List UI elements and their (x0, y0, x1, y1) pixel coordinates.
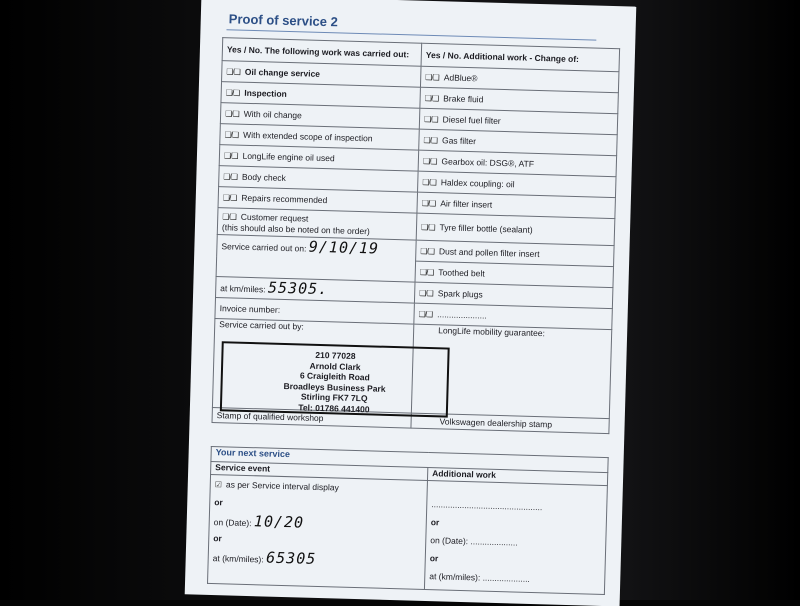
invoice-label: Invoice number: (219, 303, 281, 315)
checkbox-pair[interactable]: ❑/❑ (222, 211, 236, 222)
additional-work-cell (424, 481, 607, 595)
checkbox-pair[interactable]: ❑/❑ (223, 171, 238, 182)
item-label: LongLife engine oil used (242, 150, 335, 163)
additional-work-header: Additional work (427, 468, 607, 486)
item-label: Gas filter (441, 134, 477, 146)
service-booklet-page (185, 0, 637, 606)
or-label: or (213, 533, 222, 544)
item-label: Tyre filler bottle (sealant) (439, 221, 533, 235)
next-service-title: Your next service (211, 446, 608, 472)
additional-km-label: at (km/miles): (429, 571, 481, 583)
checkbox-pair[interactable]: ❑/❑ (422, 156, 437, 166)
checkbox-pair[interactable]: ❑/❑ (226, 66, 241, 77)
checkbox-pair[interactable]: ❑/❑ (225, 108, 239, 119)
checkbox-pair[interactable]: ❑/❑ (422, 177, 437, 187)
service-event-header: Service event (211, 461, 428, 480)
next-service-table (207, 446, 609, 595)
checkbox-pair[interactable]: ❑/❑ (425, 72, 439, 82)
item-label: Spark plugs (437, 287, 483, 299)
or-label: or (214, 497, 223, 508)
vw-dealership-stamp-label: Volkswagen dealership stamp (439, 416, 553, 430)
service-date-label: Service carried out on: (221, 241, 307, 254)
or-label: or (430, 517, 440, 528)
carried-out-by-label: Service carried out by: (219, 319, 304, 332)
checkbox-pair[interactable]: ❑/❑ (423, 114, 438, 124)
stamp-line: 6 Craigleith Road (299, 370, 370, 383)
checkbox-pair[interactable]: ❑/❑ (423, 135, 438, 145)
stamp-line: 210 77028 (315, 349, 356, 361)
checkbox-pair[interactable]: ❑/❑ (224, 129, 239, 140)
item-label: Repairs recommended (241, 192, 328, 205)
item-label: Air filter insert (440, 197, 493, 210)
mileage-value[interactable]: 55305. (267, 278, 329, 299)
next-date-value[interactable]: 10/20 (253, 512, 305, 532)
service-date-cell (216, 235, 416, 283)
item-label: Haldex coupling: oil (440, 176, 515, 189)
right-column-header: Yes / No. Additional work - Change of: (421, 43, 620, 72)
checkbox-pair[interactable]: ❑/❑ (419, 288, 433, 298)
or-label: or (429, 553, 439, 564)
checkbox-pair[interactable]: ❑/❑ (222, 192, 237, 203)
left-column-header: Yes / No. The following work was carried out: (222, 38, 422, 67)
checkbox-pair[interactable]: ❑/❑ (420, 222, 435, 232)
item-label: Dust and pollen filter insert (438, 245, 540, 259)
additional-date-label: on (Date): (430, 535, 469, 547)
item-label: Gearbox oil: DSG®, ATF (441, 155, 535, 169)
checkbox-pair[interactable]: ❑/❑ (418, 309, 433, 319)
item-label: Inspection (244, 87, 287, 99)
page-title: Proof of service 2 (228, 11, 339, 30)
stamp-line: Broadleys Business Park (283, 380, 386, 394)
item-label: Brake fluid (443, 92, 484, 104)
checkbox-pair[interactable]: ❑/❑ (420, 246, 435, 256)
next-km-value[interactable]: 65305 (265, 548, 317, 568)
stamp-line: Stirling FK7 7LQ (300, 391, 368, 404)
item-label: Body check (241, 171, 287, 183)
checkbox-pair[interactable]: ❑/❑ (421, 198, 436, 208)
stamp-line: Tel: 01786 441400 (298, 401, 370, 414)
mileage-label: at km/miles: (220, 283, 266, 295)
stamp-line: Arnold Clark (309, 360, 361, 372)
service-event-cell (208, 474, 428, 589)
longlife-label: LongLife mobility guarantee: (438, 325, 546, 339)
item-sublabel: (this should also be noted on the order) (221, 221, 370, 236)
item-label: Customer request (240, 211, 309, 224)
item-label: Toothed belt (438, 266, 485, 279)
item-label: With oil change (243, 108, 302, 120)
checkbox-pair[interactable]: ❑/❑ (424, 93, 439, 103)
checkbox[interactable]: ☑ (214, 480, 222, 490)
dealer-stamp (220, 341, 450, 417)
additional-km-line[interactable]: .................... (482, 572, 531, 584)
additional-work-line[interactable]: ............................................... (431, 499, 543, 513)
checkbox-pair[interactable]: ❑/❑ (223, 150, 238, 161)
item-label: AdBlue® (443, 71, 478, 83)
service-date-value[interactable]: 9/10/19 (308, 237, 380, 258)
additional-date-line[interactable]: .................... (470, 536, 518, 548)
workshop-stamp-label: Stamp of qualified workshop (216, 410, 324, 424)
next-km-label: at (km/miles): (212, 553, 264, 565)
checkbox-pair[interactable]: ❑/❑ (225, 87, 240, 98)
next-date-label: on (Date): (213, 517, 252, 529)
item-label: Diesel fuel filter (442, 113, 501, 126)
item-label: ..................... (437, 308, 487, 321)
item-label: With extended scope of inspection (243, 129, 373, 143)
as-per-interval-label: as per Service interval display (225, 479, 339, 493)
item-label: Oil change service (244, 66, 321, 79)
checkbox-pair[interactable]: ❑/❑ (419, 267, 434, 277)
